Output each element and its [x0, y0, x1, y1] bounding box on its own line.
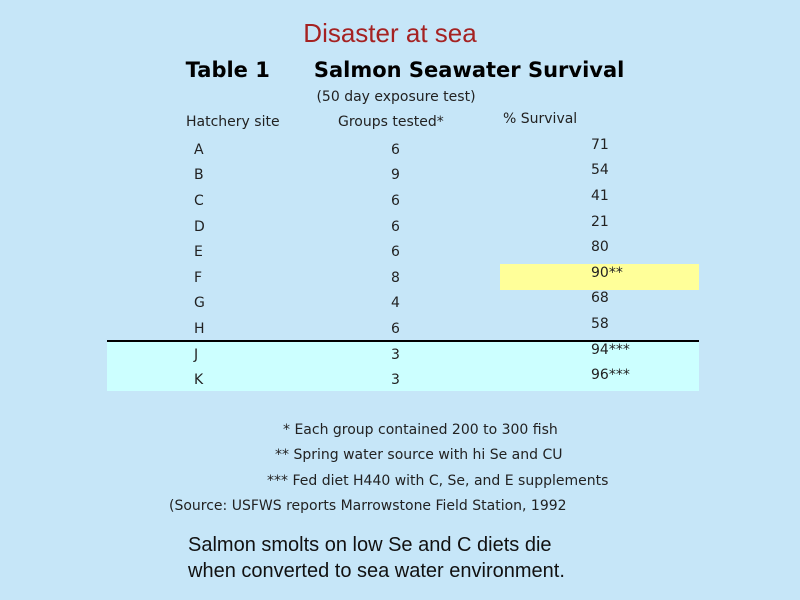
cell-groups: 6	[391, 193, 400, 209]
cell-groups: 6	[391, 219, 400, 235]
table-row	[107, 342, 699, 367]
table-heading	[0, 58, 800, 82]
cell-survival: 58	[591, 316, 609, 332]
column-header-hatchery-site: Hatchery site	[186, 114, 280, 130]
cell-survival: 90**	[591, 265, 623, 281]
cell-groups: 3	[391, 347, 400, 363]
table-row	[107, 137, 699, 162]
cell-survival: 41	[591, 188, 609, 204]
cell-site: J	[194, 347, 199, 363]
footnote-groups: * Each group contained 200 to 300 fish	[283, 422, 558, 438]
cell-survival: 21	[591, 214, 609, 230]
cell-site: C	[194, 193, 204, 209]
footnote-spring-water: ** Spring water source with hi Se and CU	[275, 447, 563, 463]
cell-groups: 4	[391, 295, 400, 311]
cell-survival: 54	[591, 162, 609, 178]
table-row	[107, 162, 699, 187]
source-citation: (Source: USFWS reports Marrowstone Field Station, 1992	[169, 498, 567, 514]
cell-site: F	[194, 270, 203, 286]
cell-site: B	[194, 167, 204, 183]
column-header-survival: % Survival	[503, 111, 578, 127]
cell-site: K	[194, 372, 204, 388]
table-row	[107, 214, 699, 239]
footnote-diet: *** Fed diet H440 with C, Se, and E supplements	[267, 473, 609, 489]
table-number: Table 1	[185, 58, 270, 82]
table-caption: Salmon Seawater Survival	[313, 58, 625, 82]
table-row	[107, 188, 699, 213]
cell-survival: 94***	[591, 342, 630, 358]
table-subtitle: (50 day exposure test)	[316, 89, 476, 105]
cell-groups: 9	[391, 167, 400, 183]
cell-groups: 8	[391, 270, 400, 286]
conclusion-text	[188, 532, 565, 584]
table-row	[107, 239, 699, 264]
cell-groups: 3	[391, 372, 400, 388]
cell-survival: 96***	[591, 367, 630, 383]
conclusion-line-1: Salmon smolts on low Se and C diets die	[188, 534, 552, 556]
table-row	[107, 367, 699, 392]
slide-title: Disaster at sea	[303, 18, 477, 48]
cell-groups: 6	[391, 244, 400, 260]
cell-groups: 6	[391, 321, 400, 337]
cell-site: H	[194, 321, 205, 337]
conclusion-line-2: when converted to sea water environment.	[188, 560, 565, 582]
cell-site: E	[194, 244, 203, 260]
table-row	[107, 265, 699, 290]
table-row	[107, 290, 699, 315]
cell-survival: 68	[591, 290, 609, 306]
cell-survival: 80	[591, 239, 609, 255]
column-header-groups-tested: Groups tested*	[338, 114, 444, 130]
cell-site: A	[194, 142, 204, 158]
cell-survival: 71	[591, 137, 609, 153]
cell-groups: 6	[391, 142, 400, 158]
cell-site: G	[194, 295, 205, 311]
table-row	[107, 316, 699, 341]
cell-site: D	[194, 219, 205, 235]
